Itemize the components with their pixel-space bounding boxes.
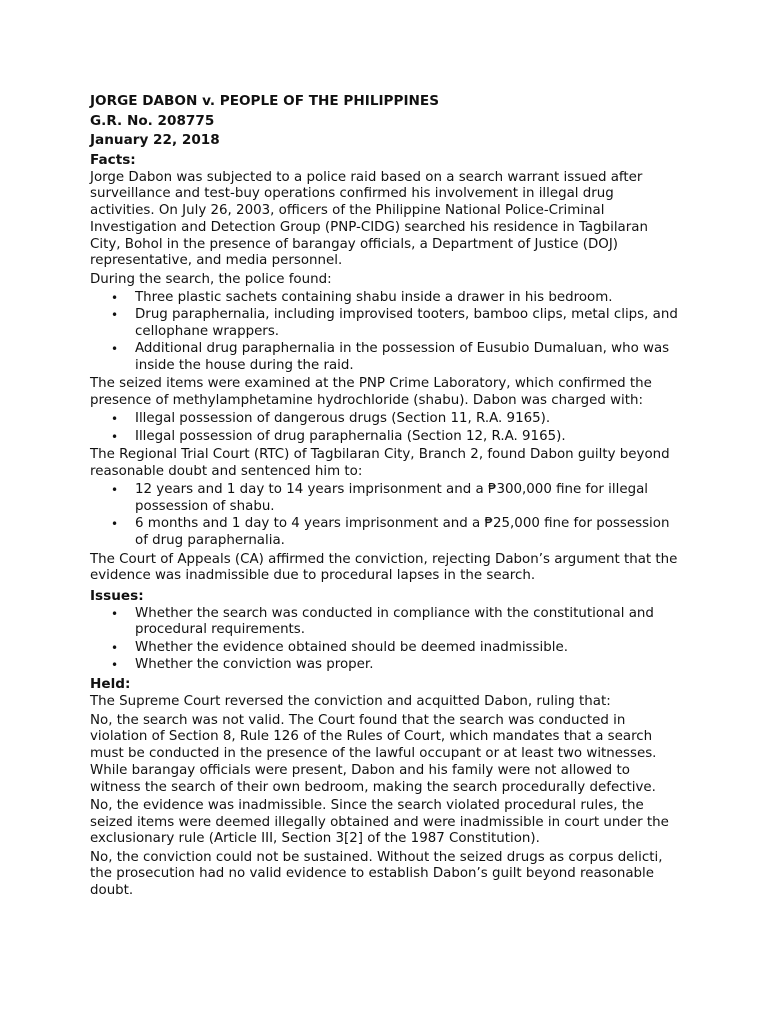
bullet-icon: • xyxy=(111,342,119,356)
list-item-text: Drug paraphernalia, including improvised tooters, bamboo clips, metal clips, and cellophane wrappers. xyxy=(135,307,678,339)
bullet-icon: • xyxy=(111,657,119,672)
facts-paragraph-4: The Regional Trial Court (RTC) of Tagbilaran City, Branch 2, found Dabon guilty beyond reasonable doubt and sentenced him to: xyxy=(90,447,670,480)
list-item xyxy=(90,307,680,340)
list-item-text: 6 months and 1 day to 4 years imprisonment and a ₱25,000 fine for possession of drug paraphernalia. xyxy=(135,516,670,548)
facts-paragraph-1: Jorge Dabon was subjected to a police raid based on a search warrant issued after surveillance and test-buy operations confirmed his involvement in illegal drug activities. On July 26, 2003, officers of the Philippine National Police-Criminal Investigation and Detection Group (PNP-CIDG) searched his residence in Tagbilaran City, Bohol in the presence of barangay officials, a Department of Justice (DOJ) representative, and media personnel. xyxy=(90,169,648,269)
facts-heading: Facts: xyxy=(90,151,136,168)
held-paragraph-4: No, the conviction could not be sustained. Without the seized drugs as corpus delicti, the prosecution had no valid evidence to establish Dabon’s guilt beyond reasonable doubt. xyxy=(90,849,663,898)
held-paragraph-3: No, the evidence was inadmissible. Since the search violated procedural rules, the seized items were deemed illegally obtained and were inadmissible in court under the exclusionary rule (Article III, Section 3[2] of the 1987 Constitution). xyxy=(90,797,669,847)
bullet-icon: • xyxy=(111,483,119,498)
case-title: JORGE DABON v. PEOPLE OF THE PHILIPPINES xyxy=(90,93,439,109)
bullet-icon: • xyxy=(111,517,119,532)
facts-paragraph-5: The Court of Appeals (CA) affirmed the conviction, rejecting Dabon’s argument that the evidence was inadmissible due to procedural lapses in the search. xyxy=(90,551,678,584)
list-item-text: Whether the evidence obtained should be deemed inadmissible. xyxy=(135,639,568,655)
list-item-text: Whether the conviction was proper. xyxy=(135,656,374,672)
list-item xyxy=(90,290,680,307)
bullet-icon: • xyxy=(111,290,119,305)
list-item xyxy=(90,640,680,657)
sentence-list xyxy=(90,482,680,549)
issues-heading: Issues: xyxy=(90,587,144,604)
list-item xyxy=(90,482,680,515)
list-item-text: Illegal possession of dangerous drugs (Section 11, R.A. 9165). xyxy=(135,411,551,427)
list-item-text: Whether the search was conducted in compliance with the constitutional and procedural requirements. xyxy=(135,605,654,638)
gr-number: G.R. No. 208775 xyxy=(90,112,215,129)
list-item xyxy=(90,657,680,674)
held-paragraph-2: No, the search was not valid. The Court found that the search was conducted in violation of Section 8, Rule 126 of the Rules of Court, which mandates that a search must be conducted in the presence of the lawful occupant or at least two witnesses. While barangay officials were present, Dabon and his family were not allowed to witness the search of their own bedroom, making the search procedurally defective. xyxy=(90,712,657,795)
list-item xyxy=(90,606,680,639)
bullet-icon: • xyxy=(111,640,119,655)
list-item-text: Illegal possession of drug paraphernalia (Section 12, R.A. 9165). xyxy=(135,428,566,444)
issues-list xyxy=(90,606,680,674)
list-item-text: Three plastic sachets containing shabu inside a drawer in his bedroom. xyxy=(135,289,613,305)
bullet-icon: • xyxy=(111,429,119,444)
list-item xyxy=(90,516,680,549)
held-heading: Held: xyxy=(90,676,131,693)
decision-date: January 22, 2018 xyxy=(90,132,220,149)
list-item xyxy=(90,429,680,446)
bullet-icon: • xyxy=(111,308,119,323)
facts-paragraph-2: During the search, the police found: xyxy=(90,271,332,287)
bullet-icon: • xyxy=(111,606,119,621)
list-item-text: Additional drug paraphernalia in the possession of Eusubio Dumaluan, who was inside the house during the raid. xyxy=(135,341,670,373)
document-page xyxy=(90,92,680,901)
list-item-text: 12 years and 1 day to 14 years imprisonment and a ₱300,000 fine for illegal possession of shabu. xyxy=(135,482,649,515)
facts-paragraph-3: The seized items were examined at the PNP Crime Laboratory, which confirmed the presence of methylamphetamine hydrochloride (shabu). Dabon was charged with: xyxy=(90,376,652,409)
items-found-list xyxy=(90,290,680,375)
charges-list xyxy=(90,411,680,445)
list-item xyxy=(90,341,680,374)
list-item xyxy=(90,411,680,428)
held-paragraph-1: The Supreme Court reversed the conviction and acquitted Dabon, ruling that: xyxy=(90,694,611,710)
bullet-icon: • xyxy=(111,412,119,427)
